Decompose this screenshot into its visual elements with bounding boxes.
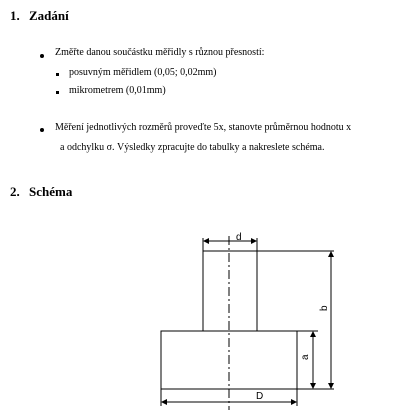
sub-bullet-text: mikrometrem (0,01mm) [69,85,166,96]
dimension-label-a: a [300,354,311,360]
dimension-label-b: b [319,305,330,311]
sub-bullet-text: posuvným měřidlem (0,05; 0,02mm) [69,67,217,78]
dimension-label-D: D [256,391,264,402]
bullet-text-continued: a odchylku σ. Výsledky zpracujte do tabulky a nakreslete schéma. [60,142,325,153]
section-number: 2. [10,184,20,199]
section-title: Schéma [29,184,73,199]
bullet-text: Měření jednotlivých rozměrů proveďte 5x, stanovte průměrnou hodnotu x [55,122,352,133]
dimension-label-d: d [236,232,242,243]
section-number: 1. [10,8,20,23]
bullet-text: Změřte danou součástku měřidly s různou přesností: [55,47,265,58]
section-title: Zadání [29,8,69,23]
